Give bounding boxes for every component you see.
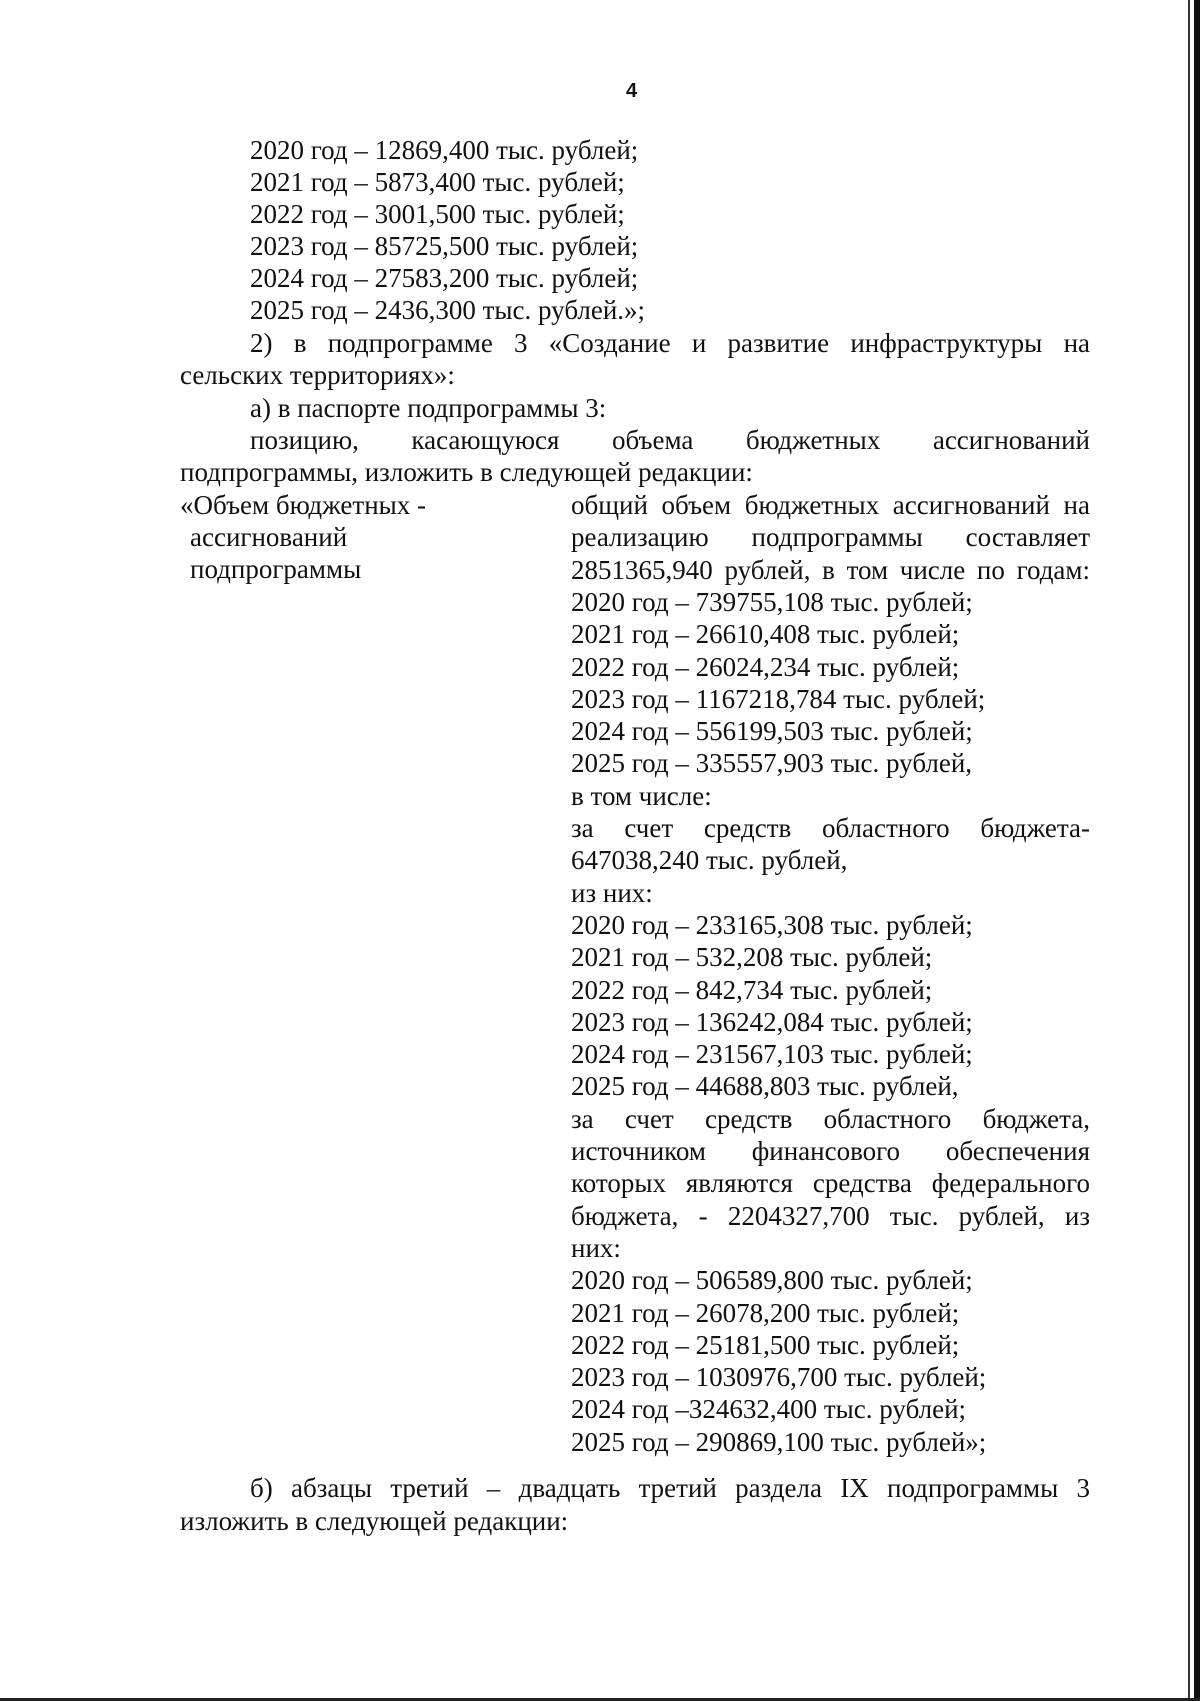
table-right-line: 2024 год – 231567,103 тыс. рублей; — [571, 1039, 973, 1069]
table-left-label-2: ассигнований — [190, 522, 348, 552]
table-right-line: 2024 год – 556199,503 тыс. рублей; — [571, 716, 973, 746]
top-year-2022: 2022 год – 3001,500 тыс. рублей; — [250, 199, 625, 229]
table-right-line: 2020 год – 506589,800 тыс. рублей; — [571, 1265, 973, 1295]
top-year-2023: 2023 год – 85725,500 тыс. рублей; — [250, 231, 639, 261]
table-right-line: бюджета, - 2204327,700 тыс. рублей, из — [571, 1201, 1090, 1231]
table-right-line: 2025 год – 44688,803 тыс. рублей, — [571, 1071, 959, 1101]
position-line1: позицию, касающуюся объема бюджетных ассигнований — [250, 425, 1090, 455]
top-year-2025: 2025 год – 2436,300 тыс. рублей.»; — [250, 295, 646, 325]
table-right-line: 2024 год –324632,400 тыс. рублей; — [571, 1394, 967, 1424]
table-right-line: за счет средств областного бюджета- — [571, 813, 1090, 843]
table-right-line: 2020 год – 233165,308 тыс. рублей; — [571, 910, 973, 940]
table-right-line: которых являются средства федерального — [571, 1168, 1090, 1198]
table-right-line: 2022 год – 842,734 тыс. рублей; — [571, 975, 933, 1005]
top-year-2021: 2021 год – 5873,400 тыс. рублей; — [250, 167, 625, 197]
table-right-line: 2023 год – 1030976,700 тыс. рублей; — [571, 1362, 987, 1392]
position-line2: подпрограммы, изложить в следующей редакции: — [180, 457, 753, 487]
table-right-line: за счет средств областного бюджета, — [571, 1104, 1090, 1134]
table-left-label-3: подпрограммы — [190, 554, 362, 584]
table-right-line: реализацию подпрограммы составляет — [571, 522, 1090, 552]
table-right-line: них: — [571, 1233, 621, 1263]
item2-line1: 2) в подпрограмме 3 «Создание и развитие инфраструктуры на — [250, 328, 1090, 358]
item2-line2: сельских территориях»: — [180, 360, 455, 390]
table-right-line: 2023 год – 136242,084 тыс. рублей; — [571, 1007, 973, 1037]
table-right-line: 2021 год – 26610,408 тыс. рублей; — [571, 619, 960, 649]
table-right-line: 2851365,940 рублей, в том числе по годам: — [571, 555, 1090, 585]
scan-edge-right — [1194, 0, 1200, 1701]
table-right-line: источником финансового обеспечения — [571, 1136, 1090, 1166]
table-right-line: из них: — [571, 878, 653, 908]
table-right-line: 2025 год – 290869,100 тыс. рублей»; — [571, 1427, 987, 1457]
item-a: а) в паспорте подпрограммы 3: — [250, 393, 607, 423]
item-b-line2: изложить в следующей редакции: — [180, 1506, 569, 1536]
table-right-line: 2021 год – 26078,200 тыс. рублей; — [571, 1298, 960, 1328]
page-number: 4 — [625, 80, 638, 102]
table-right-line: 2022 год – 25181,500 тыс. рублей; — [571, 1330, 960, 1360]
table-right-line: 2025 год – 335557,903 тыс. рублей, — [571, 748, 973, 778]
top-year-2020: 2020 год – 12869,400 тыс. рублей; — [250, 135, 639, 165]
scan-edge-inner — [1188, 0, 1190, 1701]
table-right-line: в том числе: — [571, 781, 712, 811]
table-right-line: 2022 год – 26024,234 тыс. рублей; — [571, 652, 960, 682]
table-right-line: 647038,240 тыс. рублей, — [571, 845, 848, 875]
top-year-2024: 2024 год – 27583,200 тыс. рублей; — [250, 263, 639, 293]
item-b-line1: б) абзацы третий – двадцать третий раздела IX подпрограммы 3 — [250, 1473, 1090, 1503]
table-left-label-1: «Объем бюджетных - — [180, 490, 427, 520]
table-right-line: 2020 год – 739755,108 тыс. рублей; — [571, 587, 973, 617]
table-right-line: 2023 год – 1167218,784 тыс. рублей; — [571, 684, 986, 714]
table-right-line: общий объем бюджетных ассигнований на — [571, 490, 1090, 520]
table-right-line: 2021 год – 532,208 тыс. рублей; — [571, 942, 933, 972]
